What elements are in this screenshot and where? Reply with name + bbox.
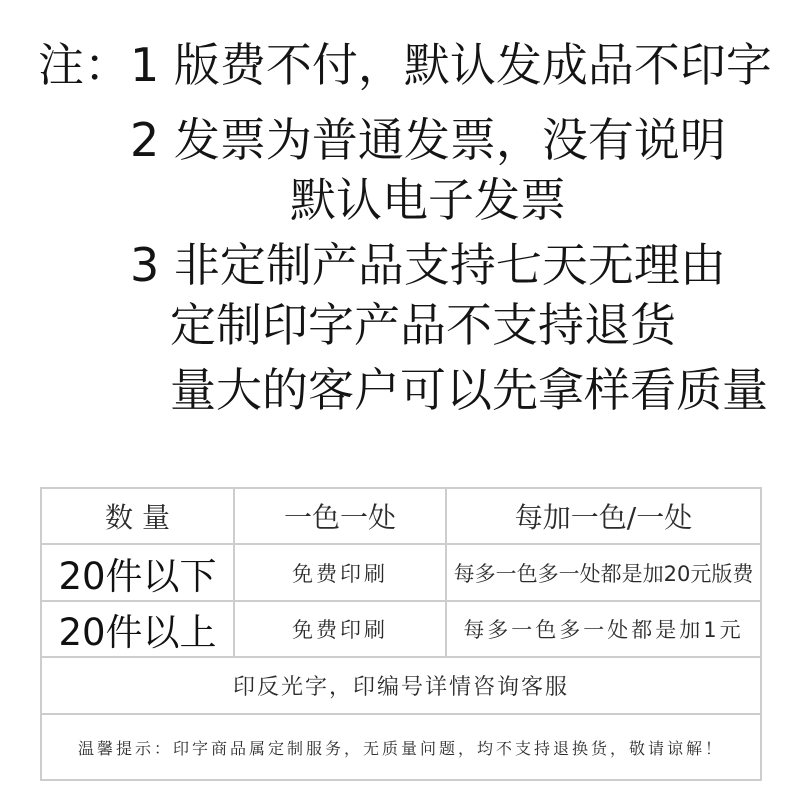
quantity-cell: 20件以下 — [41, 544, 234, 601]
note-line-5: 定制印字产品不支持退货 — [170, 298, 676, 352]
table-info-row — [41, 657, 761, 714]
header-quantity: 数 量 — [41, 488, 234, 544]
header-one-color-one-place: 一色一处 — [234, 488, 446, 544]
table-row — [41, 601, 761, 657]
extra-color-price-cell: 每多一色多一处都是加20元版费 — [446, 544, 761, 601]
info-cell: 印反光字，印编号详情咨询客服 — [41, 657, 761, 714]
quantity-cell: 20件以上 — [41, 601, 234, 657]
table-row — [41, 544, 761, 601]
extra-color-price-cell: 每多一色多一处都是加1元 — [446, 601, 761, 657]
one-color-price-cell: 免费印刷 — [234, 544, 446, 601]
note-line-6: 量大的客户可以先拿样看质量 — [170, 363, 768, 417]
note-line-2: 2 发票为普通发票，没有说明 — [130, 113, 726, 167]
one-color-price-cell: 免费印刷 — [234, 601, 446, 657]
header-each-extra: 每加一色/一处 — [446, 488, 761, 544]
note-line-1: 注：1 版费不付，默认发成品不印字 — [38, 38, 772, 92]
tip-cell: 温馨提示：印字商品属定制服务，无质量问题，均不支持退换货，敬请谅解！ — [41, 714, 761, 780]
table-tip-row — [41, 714, 761, 780]
printing-price-table — [40, 487, 762, 781]
table-header-row — [41, 488, 761, 544]
note-line-4: 3 非定制产品支持七天无理由 — [130, 238, 726, 292]
note-line-3: 默认电子发票 — [290, 173, 566, 227]
